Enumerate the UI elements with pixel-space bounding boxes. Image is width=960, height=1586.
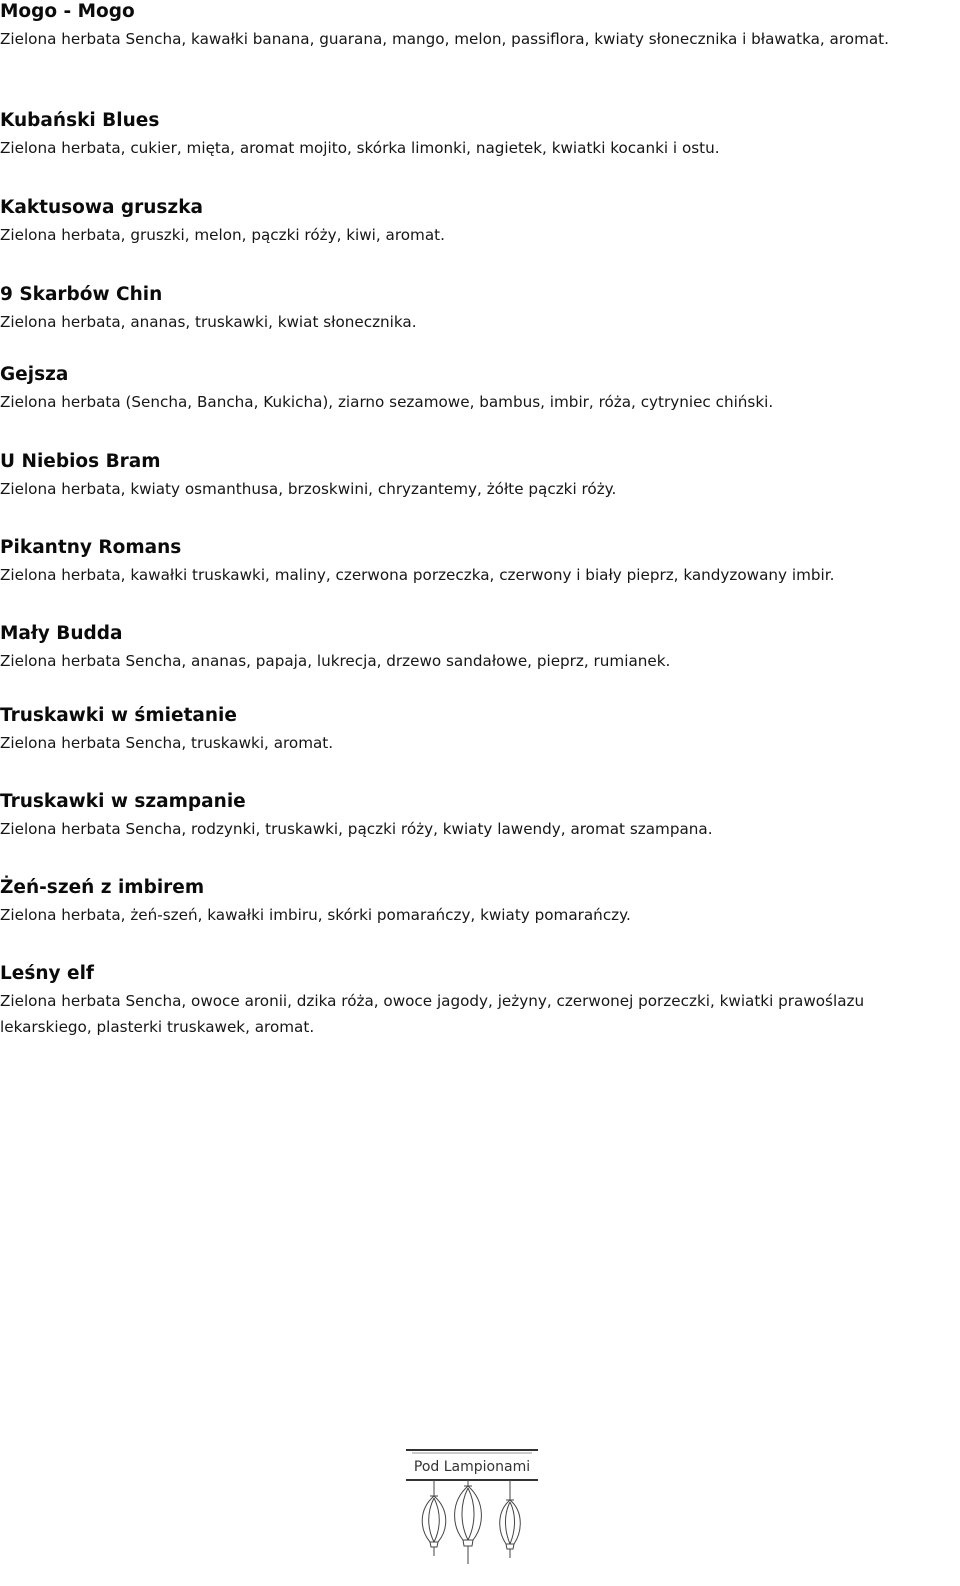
tea-entry-gejsza: [0, 363, 952, 415]
tea-entry-kaktusowa-gruszka: [0, 196, 952, 248]
tea-description: Zielona herbata, kwiaty osmanthusa, brzoskwini, chryzantemy, żółte pączki róży.: [0, 480, 617, 498]
tea-name: Truskawki w szampanie: [0, 791, 246, 812]
tea-entry-lesny-elf: [0, 962, 952, 1040]
tea-entry-truskawki-w-smietanie: [0, 704, 952, 756]
tea-entry-truskawki-w-szampanie: [0, 790, 952, 842]
tea-entry-9-skarbow-chin: [0, 283, 952, 335]
tea-description: Zielona herbata Sencha, owoce aronii, dzika róża, owoce jagody, jeżyny, czerwonej porzeczki, kwiatki prawoślazu lekarskiego, plasterki truskawek, aromat.: [0, 992, 865, 1036]
tea-name: Mogo - Mogo: [0, 1, 135, 22]
tea-entry-zen-szen-z-imbirem: [0, 876, 952, 928]
tea-name: Żeń-szeń z imbirem: [0, 877, 205, 898]
tea-description: Zielona herbata, żeń-szeń, kawałki imbiru, skórki pomarańczy, kwiaty pomarańczy.: [0, 906, 631, 924]
tea-description: Zielona herbata Sencha, ananas, papaja, lukrecja, drzewo sandałowe, pieprz, rumianek.: [0, 652, 671, 670]
tea-name: Gejsza: [0, 364, 69, 385]
tea-name: Pikantny Romans: [0, 537, 182, 558]
tea-description: Zielona herbata Sencha, rodzynki, truskawki, pączki róży, kwiaty lawendy, aromat szampana.: [0, 820, 713, 838]
tea-entry-kubanski-blues: [0, 109, 952, 161]
tea-description: Zielona herbata, ananas, truskawki, kwiat słonecznika.: [0, 313, 417, 331]
tea-name: Kaktusowa gruszka: [0, 197, 203, 218]
tea-entry-u-niebios-bram: [0, 450, 952, 502]
tea-name: Leśny elf: [0, 963, 94, 984]
tea-name: Truskawki w śmietanie: [0, 705, 237, 726]
tea-entry-mogo-mogo: [0, 0, 952, 52]
tea-name: U Niebios Bram: [0, 451, 161, 472]
logo-text: Pod Lampionami: [413, 1459, 531, 1475]
tea-entry-pikantny-romans: [0, 536, 952, 588]
tea-description: Zielona herbata Sencha, kawałki banana, guarana, mango, melon, passiflora, kwiaty słonecznika i bławatka, aromat.: [0, 30, 889, 48]
tea-description: Zielona herbata, cukier, mięta, aromat mojito, skórka limonki, nagietek, kwiatki kocanki i ostu.: [0, 139, 720, 157]
tea-name: Kubański Blues: [0, 110, 160, 131]
tea-description: Zielona herbata, kawałki truskawki, maliny, czerwona porzeczka, czerwony i biały pieprz, kandyzowany imbir.: [0, 566, 835, 584]
tea-description: Zielona herbata Sencha, truskawki, aromat.: [0, 734, 334, 752]
tea-description: Zielona herbata, gruszki, melon, pączki róży, kiwi, aromat.: [0, 226, 445, 244]
tea-description: Zielona herbata (Sencha, Bancha, Kukicha), ziarno sezamowe, bambus, imbir, róża, cytryniec chiński.: [0, 393, 774, 411]
tea-name: 9 Skarbów Chin: [0, 284, 163, 305]
pod-lampionami-logo: [404, 1446, 540, 1570]
tea-name: Mały Budda: [0, 623, 123, 644]
tea-entry-maly-budda: [0, 622, 952, 674]
